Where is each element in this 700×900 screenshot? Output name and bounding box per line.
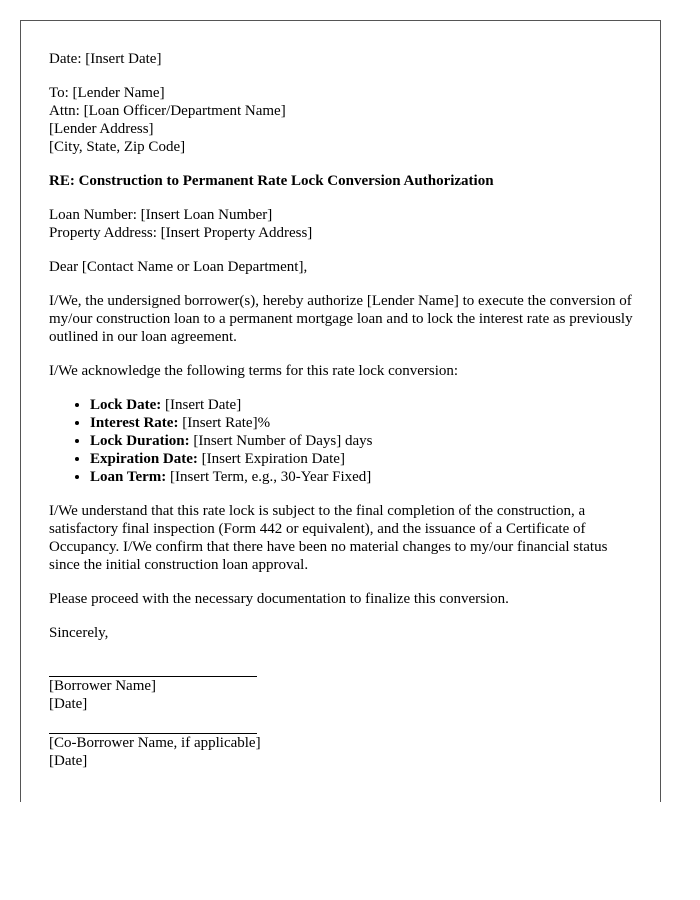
subject-line: RE: Construction to Permanent Rate Lock Conversion Authorization [49, 173, 494, 189]
date-line: Date: [Insert Date] [49, 51, 162, 67]
term-value: [Insert Date] [161, 397, 242, 413]
term-interest-rate [90, 414, 660, 432]
recipient-attn: Attn: [Loan Officer/Department Name] [49, 103, 286, 119]
recipient-street: [Lender Address] [49, 121, 154, 137]
terms-list [49, 396, 660, 486]
loan-reference [49, 206, 639, 242]
term-value: [Insert Rate]% [178, 415, 271, 431]
letter-page [20, 20, 661, 802]
co-borrower-signature-line [49, 715, 257, 734]
term-loan-term [90, 468, 660, 486]
term-expiration-date [90, 450, 660, 468]
term-lock-date [90, 396, 660, 414]
borrower-name: [Borrower Name] [49, 678, 157, 694]
co-borrower-name: [Co-Borrower Name, if applicable] [49, 735, 261, 751]
term-label: Expiration Date: [90, 451, 198, 467]
term-label: Lock Date: [90, 397, 162, 413]
term-label: Loan Term: [90, 469, 167, 485]
property-address: Property Address: [Insert Property Address] [49, 225, 313, 241]
term-value: [Insert Number of Days] days [189, 433, 373, 449]
authorization-paragraph: I/We, the undersigned borrower(s), hereby authorize [Lender Name] to execute the conversion of my/our construction loan to a permanent mortgage loan and to lock the interest rate as previously outlined in our loan agreement. [49, 293, 633, 345]
recipient-to: To: [Lender Name] [49, 85, 165, 101]
loan-number: Loan Number: [Insert Loan Number] [49, 207, 273, 223]
term-value: [Insert Expiration Date] [197, 451, 345, 467]
borrower-date: [Date] [49, 696, 88, 712]
term-lock-duration [90, 432, 660, 450]
terms-intro: I/We acknowledge the following terms for this rate lock conversion: [49, 363, 459, 379]
conditions-paragraph: I/We understand that this rate lock is subject to the final completion of the construction, a satisfactory final inspection (Form 442 or equivalent), and the issuance of a Certificate of Occupancy. I/We confirm that there have been no material changes to my/our financial status since the initial construction loan approval. [49, 503, 608, 573]
co-borrower-signature-block [49, 715, 660, 770]
term-label: Interest Rate: [90, 415, 179, 431]
term-value: [Insert Term, e.g., 30-Year Fixed] [166, 469, 372, 485]
co-borrower-date: [Date] [49, 753, 88, 769]
term-label: Lock Duration: [90, 433, 190, 449]
recipient-city: [City, State, Zip Code] [49, 139, 186, 155]
recipient-address [49, 84, 639, 156]
borrower-signature-line [49, 658, 257, 677]
proceed-paragraph: Please proceed with the necessary documentation to finalize this conversion. [49, 591, 509, 607]
salutation: Dear [Contact Name or Loan Department], [49, 259, 308, 275]
closing: Sincerely, [49, 625, 109, 641]
